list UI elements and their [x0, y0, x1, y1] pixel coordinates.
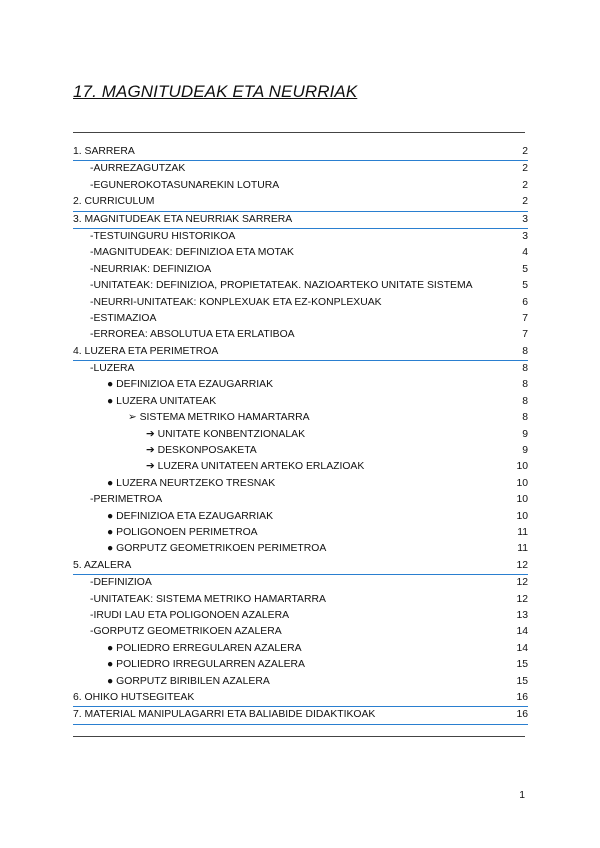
toc-entry-title: ➔ UNITATE KONBENTZIONALAK [146, 428, 306, 440]
toc-entry-title: ● GORPUTZ GEOMETRIKOEN PERIMETROA [107, 543, 327, 555]
toc-entry[interactable] [73, 410, 528, 426]
toc-entry-title: -IRUDI LAU ETA POLIGONOEN AZALERA [90, 609, 290, 621]
toc-entry-title: -EGUNEROKOTASUNAREKIN LOTURA [90, 179, 280, 191]
toc-entry-title: ● LUZERA UNITATEAK [107, 395, 217, 407]
toc-entry-page: 8 [522, 395, 528, 407]
toc-entry-title: 7. MATERIAL MANIPULAGARRI ETA BALIABIDE DIDAKTIKOAK [73, 709, 376, 721]
toc-entry-page: 2 [522, 163, 528, 175]
toc-entry[interactable] [73, 394, 528, 410]
toc-entry-page: 12 [516, 559, 528, 571]
toc-entry[interactable] [73, 690, 528, 707]
toc-entry-page: 16 [516, 709, 528, 721]
toc-entry-page: 12 [516, 593, 528, 605]
toc-entry-title: ➔ LUZERA UNITATEEN ARTEKO ERLAZIOAK [146, 461, 365, 473]
toc-entry-title: -DEFINIZIOA [90, 577, 152, 589]
toc-entry-title: -NEURRI-UNITATEAK: KONPLEXUAK ETA EZ-KONPLEXUAK [90, 296, 382, 308]
toc-entry[interactable] [73, 641, 528, 657]
toc-entry[interactable] [73, 624, 528, 640]
toc-entry-title: ● POLIGONOEN PERIMETROA [107, 526, 258, 538]
toc-entry[interactable] [73, 509, 528, 525]
toc-entry-page: 10 [516, 510, 528, 522]
toc-entry[interactable] [73, 443, 528, 459]
toc-entry[interactable] [73, 558, 528, 575]
toc-entry-page: 13 [516, 609, 528, 621]
toc-entry[interactable] [73, 592, 528, 608]
toc-entry[interactable] [73, 525, 528, 541]
toc-entry[interactable] [73, 427, 528, 443]
toc-entry-title: -ERROREA: ABSOLUTUA ETA ERLATIBOA [90, 329, 295, 341]
toc-entry-page: 5 [522, 263, 528, 275]
toc-entry-page: 9 [522, 428, 528, 440]
toc-entry[interactable] [73, 245, 528, 261]
toc-entry-page: 10 [516, 461, 528, 473]
toc-entry[interactable] [73, 161, 528, 177]
toc-entry-title: 2. CURRICULUM [73, 196, 155, 208]
toc-entry[interactable] [73, 657, 528, 673]
toc-entry[interactable] [73, 212, 528, 229]
toc-entry-page: 2 [522, 146, 528, 157]
toc-entry-title: 4. LUZERA ETA PERIMETROA [73, 345, 219, 357]
toc-entry-page: 10 [516, 494, 528, 506]
toc-entry[interactable] [73, 459, 528, 475]
toc-entry-page: 12 [516, 577, 528, 589]
page-number: 1 [519, 790, 525, 801]
toc-entry-page: 14 [516, 642, 528, 654]
toc-entry[interactable] [73, 295, 528, 311]
toc-entry[interactable] [73, 476, 528, 492]
toc-entry[interactable] [73, 344, 528, 361]
toc-entry[interactable] [73, 361, 528, 377]
toc-entry-title: -MAGNITUDEAK: DEFINIZIOA ETA MOTAK [90, 247, 294, 259]
toc-entry-title: 6. OHIKO HUTSEGITEAK [73, 691, 195, 703]
toc-entry[interactable] [73, 377, 528, 393]
toc-entry-title: 5. AZALERA [73, 559, 132, 571]
toc-entry-page: 14 [516, 626, 528, 638]
toc-entry-page: 8 [522, 412, 528, 424]
toc-entry[interactable] [73, 327, 528, 343]
toc-entry[interactable] [73, 278, 528, 294]
toc-entry[interactable] [73, 707, 528, 724]
toc-entry-title: -AURREZAGUTZAK [90, 163, 186, 175]
toc-entry-title: -ESTIMAZIOA [90, 312, 157, 324]
toc-entry-title: ● DEFINIZIOA ETA EZAUGARRIAK [107, 510, 274, 522]
toc-entry-page: 8 [522, 363, 528, 375]
toc-entry-page: 2 [522, 196, 528, 208]
toc-entry-title: -TESTUINGURU HISTORIKOA [90, 230, 236, 242]
toc-entry-title: ➔ DESKONPOSAKETA [146, 445, 257, 457]
toc-entry-page: 4 [522, 247, 528, 259]
toc-entry-page: 11 [517, 543, 528, 555]
toc-entry-page: 16 [516, 691, 528, 703]
toc-entry[interactable] [73, 144, 528, 161]
toc-entry-title: ● LUZERA NEURTZEKO TRESNAK [107, 477, 276, 489]
toc-entry-page: 10 [516, 477, 528, 489]
toc-entry[interactable] [73, 541, 528, 557]
toc-entry-title: 1. SARRERA [73, 146, 135, 157]
toc-entry-page: 3 [522, 213, 528, 225]
toc-entry[interactable] [73, 608, 528, 624]
toc-entry[interactable] [73, 194, 528, 211]
toc-entry-page: 15 [516, 675, 528, 687]
toc-entry-page: 9 [522, 445, 528, 457]
page-title: 17. MAGNITUDEAK ETA NEURRIAK [73, 82, 358, 101]
toc-entry[interactable] [73, 311, 528, 327]
toc-entry[interactable] [73, 229, 528, 245]
toc-entry[interactable] [73, 492, 528, 508]
toc-entry-page: 2 [522, 179, 528, 191]
toc-entry-page: 7 [522, 329, 528, 341]
toc-entry-page: 6 [522, 296, 528, 308]
top-divider [73, 132, 525, 133]
toc-entry-title: -LUZERA [90, 363, 135, 375]
toc-entry[interactable] [73, 262, 528, 278]
table-of-contents [73, 144, 528, 725]
toc-entry-page: 3 [522, 230, 528, 242]
toc-entry-title: -NEURRIAK: DEFINIZIOA [90, 263, 212, 275]
toc-entry-page: 7 [522, 312, 528, 324]
toc-entry-title: ● GORPUTZ BIRIBILEN AZALERA [107, 675, 270, 687]
toc-entry-title: ● POLIEDRO ERREGULAREN AZALERA [107, 642, 302, 654]
toc-entry-title: -GORPUTZ GEOMETRIKOEN AZALERA [90, 626, 282, 638]
toc-entry-title: ● DEFINIZIOA ETA EZAUGARRIAK [107, 379, 274, 391]
toc-entry-title: -UNITATEAK: SISTEMA METRIKO HAMARTARRA [90, 593, 326, 605]
toc-entry-page: 5 [522, 280, 528, 292]
toc-entry-title: ➢ SISTEMA METRIKO HAMARTARRA [128, 412, 310, 424]
bottom-divider [73, 736, 525, 737]
toc-entry-title: ● POLIEDRO IRREGULARREN AZALERA [107, 659, 305, 671]
toc-entry-title: -UNITATEAK: DEFINIZIOA, PROPIETATEAK. NAZIOARTEKO UNITATE SISTEMA [90, 280, 473, 292]
toc-entry[interactable] [73, 674, 528, 690]
toc-entry[interactable] [73, 178, 528, 194]
toc-entry-page: 15 [516, 659, 528, 671]
toc-entry-page: 11 [517, 526, 528, 538]
toc-entry-title: -PERIMETROA [90, 494, 163, 506]
toc-entry[interactable] [73, 575, 528, 591]
toc-entry-page: 8 [522, 379, 528, 391]
toc-entry-page: 8 [522, 345, 528, 357]
toc-entry-title: 3. MAGNITUDEAK ETA NEURRIAK SARRERA [73, 213, 293, 225]
